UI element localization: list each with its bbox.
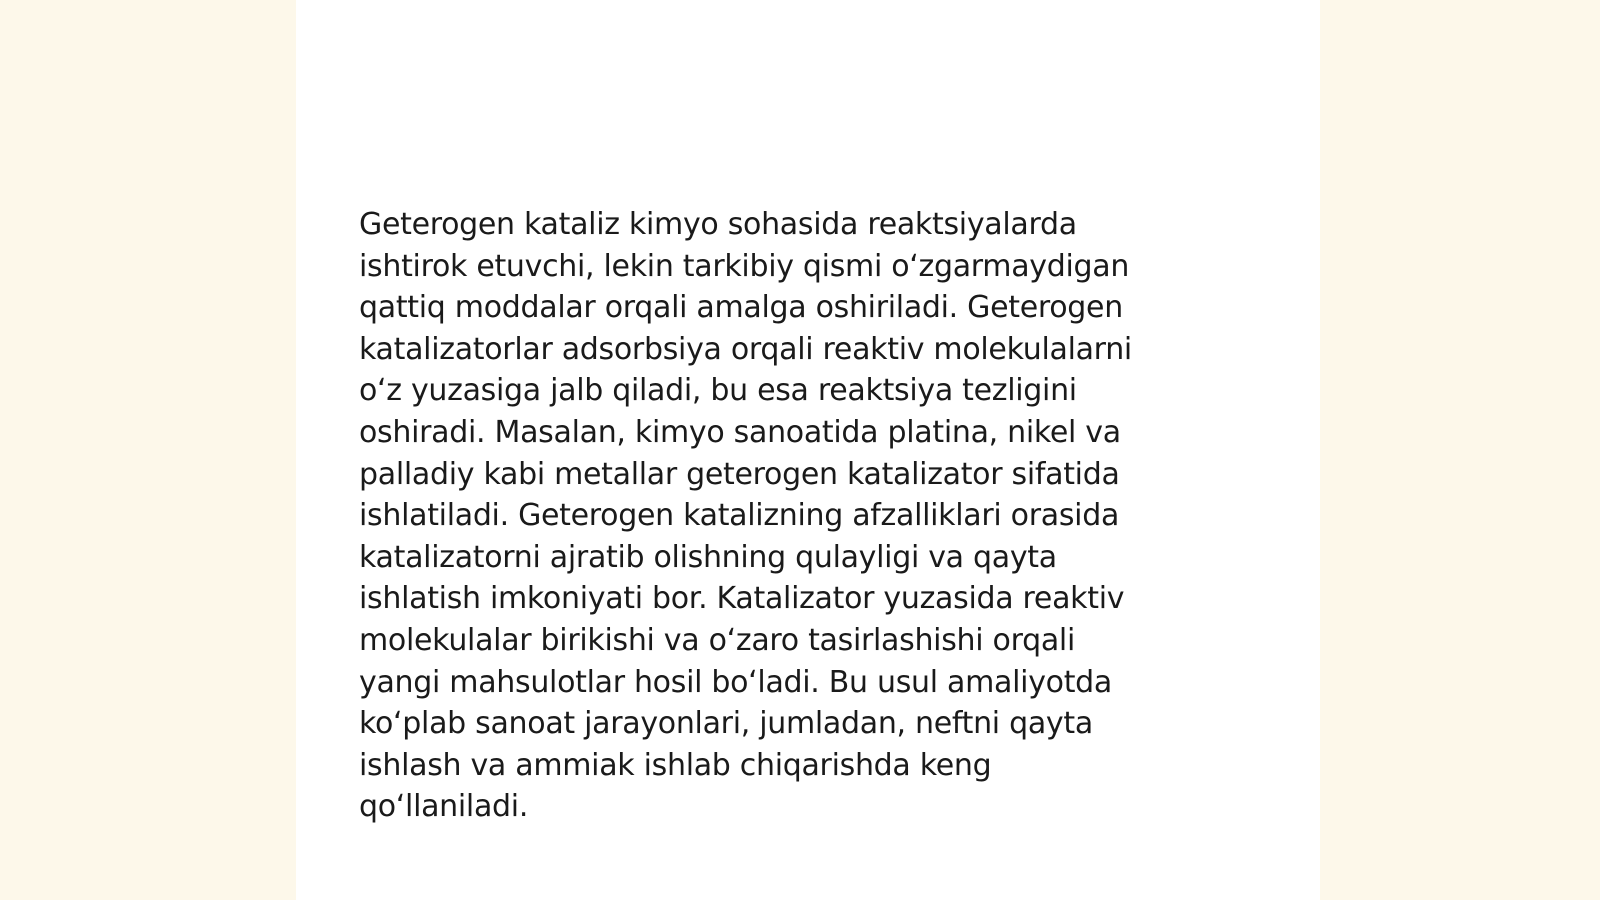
body-paragraph: Geterogen kataliz kimyo sohasida reaktsiyalarda ishtirok etuvchi, lekin tarkibiy qismi o‘zgarmaydigan qattiq moddalar orqali amalga oshiriladi. Geterogen katalizatorlar adsorbsiya orqali reaktiv molekulalarni o‘z yuzasiga jalb qiladi, bu esa reaktsiya tezligini oshiradi. Masalan, kimyo sanoatida platina, nikel va palladiy kabi metallar geterogen katalizator sifatida ishlatiladi. Geterogen katalizning afzalliklari orasida katalizatorni ajratib olishning qulayligi va qayta ishlatish imkoniyati bor. Katalizator yuzasida reaktiv molekulalar birikishi va o‘zaro tasirlashishi orqali yangi mahsulotlar hosil bo‘ladi. Bu usul amaliyotda ko‘plab sanoat jarayonlari, jumladan, neftni qayta ishlash va ammiak ishlab chiqarishda keng qo‘llaniladi. [359,207,1132,825]
document-page [296,0,1320,900]
